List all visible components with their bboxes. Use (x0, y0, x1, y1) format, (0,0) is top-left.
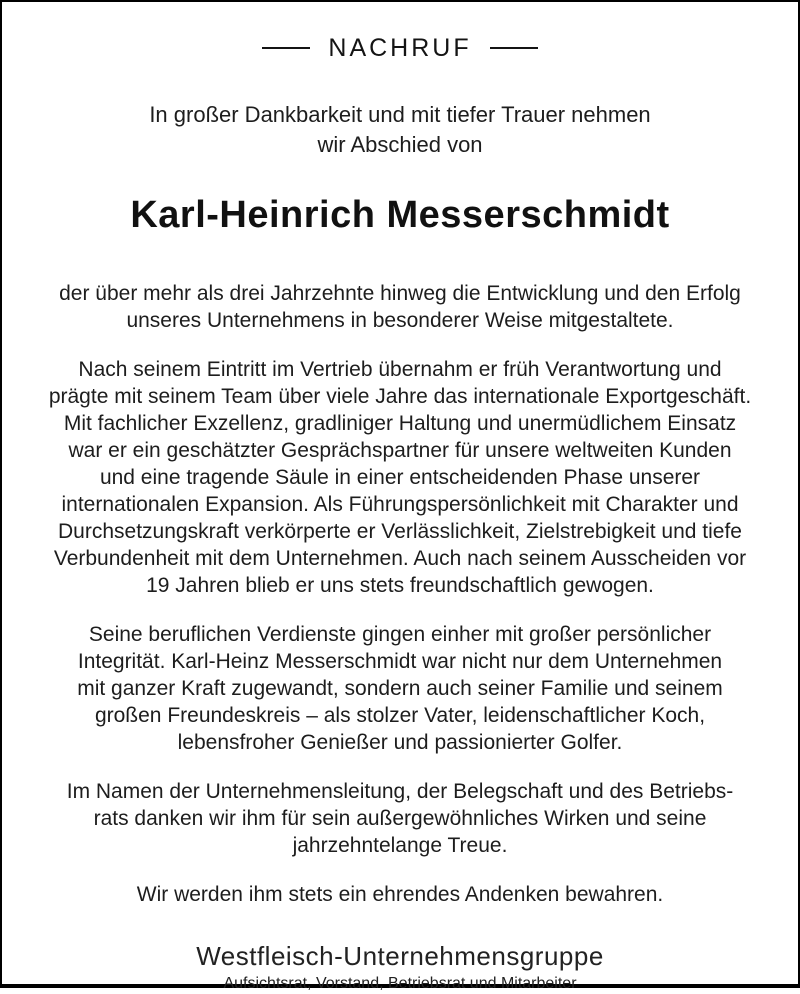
text-line: Verbundenheit mit dem Unternehmen. Auch nach seinem Ausscheiden vor (53, 547, 747, 570)
signature-block (18, 940, 782, 994)
text-line: internationalen Expansion. Als Führungspersönlichkeit mit Charakter und (61, 493, 739, 516)
text-line: Mit fachlicher Exzellenz, gradliniger Haltung und unermüdlichem Einsatz (63, 412, 737, 435)
text-line: war er ein geschätzter Gesprächspartner für unsere weltweiten Kunden (68, 439, 732, 462)
paragraph-3 (18, 621, 782, 756)
text-line: Im Namen der Unternehmensleitung, der Belegschaft und des Betriebs- (66, 780, 734, 803)
paragraph-2 (18, 356, 782, 599)
text-line: Seine beruflichen Verdienste gingen einher mit großer persönlicher (88, 623, 712, 646)
text-line: jahrzehntelange Treue. (292, 834, 508, 857)
signature-company: Westfleisch-Unternehmensgruppe (196, 941, 604, 971)
text-line: Durchsetzungskraft verkörperte er Verlässlichkeit, Zielstrebigkeit und tiefe (58, 520, 742, 543)
text-line: Nach seinem Eintritt im Vertrieb übernahm er früh Verantwortung und (78, 358, 722, 381)
text-line: wir Abschied von (317, 132, 483, 157)
text-line: lebensfroher Genießer und passionierter Golfer. (177, 731, 623, 754)
deceased-name: Karl-Heinrich Messerschmidt (130, 194, 670, 236)
text-line: großen Freundeskreis – als stolzer Vater, leidenschaftlicher Koch, (94, 704, 706, 727)
header-left-rule (262, 47, 310, 49)
closing-sentence: Wir werden ihm stets ein ehrendes Andenken bewahren. (136, 883, 664, 906)
header-right-rule (490, 47, 538, 49)
text-line: Integrität. Karl-Heinz Messerschmidt war nicht nur dem Unternehmen (77, 650, 723, 673)
text-line: und eine tragende Säule in einer entscheidenden Phase unserer (99, 466, 701, 489)
text-line: rats danken wir ihm für sein außergewöhnliches Wirken und seine (93, 807, 707, 830)
obituary-header (18, 34, 782, 62)
paragraph-4 (18, 778, 782, 859)
text-line: mit ganzer Kraft zugewandt, sondern auch seiner Familie und seinem (77, 677, 723, 700)
text-line: In großer Dankbarkeit und mit tiefer Trauer nehmen (149, 102, 651, 127)
paragraph-1 (18, 280, 782, 334)
intro-text (18, 100, 782, 160)
signature-subline: Aufsichtsrat, Vorstand, Betriebsrat und Mitarbeiter (223, 975, 577, 992)
text-line: der über mehr als drei Jahrzehnte hinweg die Entwicklung und den Erfolg (59, 282, 741, 305)
obituary-body (18, 280, 782, 908)
text-line: unseres Unternehmens in besonderer Weise mitgestaltete. (126, 309, 674, 332)
text-line: prägte mit seinem Team über viele Jahre das internationale Exportgeschäft. (48, 385, 752, 408)
obituary-header-title: NACHRUF (328, 34, 472, 62)
text-line: 19 Jahren blieb er uns stets freundschaftlich gewogen. (146, 574, 654, 597)
